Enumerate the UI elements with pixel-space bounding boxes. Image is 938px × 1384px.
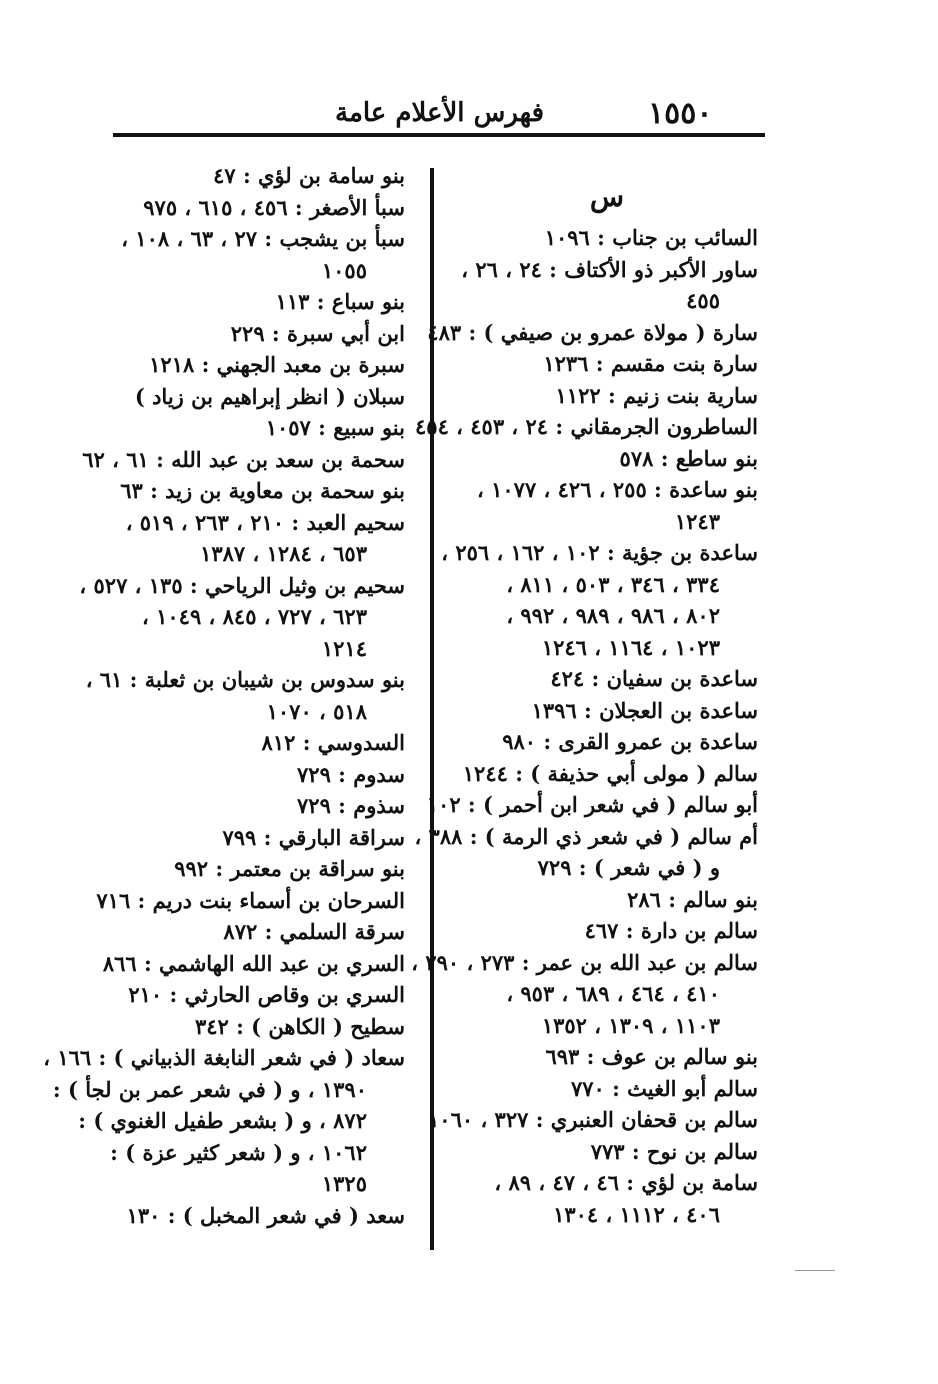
index-entry: السري بن وقاص الحارثي : ٢١٠: [128, 982, 405, 1007]
header-rule: [113, 133, 765, 137]
index-entry-continuation: ٥١٨ ، ١٠٧٠: [266, 698, 367, 724]
index-entry: سذوم : ٧٢٩: [297, 793, 405, 818]
index-entry: ساعدة بن العجلان : ١٣٩٦: [531, 697, 758, 723]
index-entry: ساعدة بن سفيان : ٤٢٤: [550, 666, 758, 691]
index-entry: سبلان ( انظر إبراهيم بن زياد ): [134, 383, 405, 409]
index-entry: سارة بنت مقسم : ١٢٣٦: [543, 351, 758, 376]
index-entry: سراقة البارقي : ٧٩٩: [222, 824, 405, 850]
right-entries-list: [411, 222, 758, 1230]
index-entry: سعد ( في شعر المخبل ) : ١٣٠: [126, 1202, 405, 1228]
index-entry: سالم أبو الغيث : ٧٧٠: [570, 1075, 758, 1101]
index-entry: أبو سالم ( في شعر ابن أحمر ) : ١٠٢: [426, 792, 758, 817]
index-entry: بنو سراقة بن معتمر : ٩٩٢: [174, 856, 405, 881]
index-entry: السدوسي : ٨١٢: [261, 730, 405, 755]
index-entry: بنو سدوس بن شيبان بن ثعلبة : ٦١ ،: [85, 667, 405, 692]
index-entry: سحيم بن وثيل الرياحي : ١٣٥ ، ٥٢٧ ،: [79, 572, 405, 598]
index-entry: سالم بن قحفان العنبري : ٣٢٧ ، ١٠٦٠: [428, 1107, 758, 1132]
index-entry: بنو سالم : ٢٨٦: [627, 886, 758, 912]
index-entry-continuation: ٦٢٣ ، ٧٢٧ ، ٨٤٥ ، ١٠٤٩ ،: [142, 604, 367, 629]
running-title: فهرس الأعلام عامة: [335, 98, 545, 128]
index-entry: سحمة بن سعد بن عبد الله : ٦١ ، ٦٢: [82, 446, 405, 472]
index-entry: بنو سباع : ١١٣: [275, 289, 405, 314]
index-entry-continuation: ١٣٩٠ ، و ( في شعر عمر بن لجأ ) :: [52, 1076, 367, 1102]
index-entry: سطيح ( الكاهن ) : ٣٤٢: [194, 1013, 405, 1039]
index-entry: السرحان بن أسماء بنت دريم : ٧١٦: [96, 887, 405, 913]
index-entry: الساطرون الجرمقاني : ٢٤ ، ٤٥٣ ، ٤٥٤: [415, 414, 758, 439]
index-entry: سدوم : ٧٢٩: [297, 761, 405, 787]
index-entry: سحيم العبد : ٢١٠ ، ٢٦٣ ، ٥١٩ ،: [125, 509, 405, 535]
index-entry: بنو سبيع : ١٠٥٧: [265, 415, 405, 440]
index-entry: بنو سامة بن لؤي : ٤٧: [213, 163, 405, 188]
page-number: ١٥٥٠: [648, 96, 713, 131]
index-entry-continuation: ١٠٥٥: [321, 257, 367, 283]
index-entry: سعاد ( في شعر النابغة الذبياني ) : ١٦٦ ،: [43, 1045, 405, 1070]
index-entry: سبرة بن معبد الجهني : ١٢١٨: [149, 352, 405, 377]
index-entry-continuation: ٣٣٤ ، ٣٤٦ ، ٥٠٣ ، ٨١١ ،: [506, 571, 720, 597]
index-entry: بنو سحمة بن معاوية بن زيد : ٦٣: [120, 478, 405, 503]
index-entry: ساعدة بن عمرو القرى : ٩٨٠: [502, 729, 758, 754]
index-entry-continuation: ٨٠٢ ، ٩٨٦ ، ٩٨٩ ، ٩٩٢ ،: [506, 603, 720, 628]
index-entry-continuation: ١٣٢٥: [321, 1171, 367, 1196]
index-entry-continuation: ١٠٢٣ ، ١١٦٤ ، ١٢٤٦: [541, 634, 720, 660]
index-entry-continuation: ٤٥٥: [686, 288, 720, 313]
letter-heading: س: [589, 180, 625, 213]
index-entry: السري بن عبد الله الهاشمي : ٨٦٦: [102, 950, 405, 976]
index-entry: بنو سالم بن عوف : ٦٩٣: [545, 1044, 758, 1069]
index-entry: سالم بن دارة : ٤٦٧: [584, 918, 758, 943]
index-column-right: [411, 172, 758, 1230]
index-entry: سالم بن عبد الله بن عمر : ٢٧٣ ، ٢٩٠ ،: [411, 949, 758, 975]
index-entry: السائب بن جناب : ١٠٩٦: [544, 225, 758, 250]
index-entry: أم سالم ( في شعر ذي الرمة ) : ٣٨٨ ،: [414, 823, 758, 849]
index-entry: سبأ بن يشجب : ٢٧ ، ٦٣ ، ١٠٨ ،: [121, 226, 405, 251]
index-entry: سامة بن لؤي : ٤٦ ، ٤٧ ، ٨٩ ،: [494, 1170, 758, 1195]
index-entry: ساور الأكبر ذو الأكتاف : ٢٤ ، ٢٦ ،: [461, 256, 758, 282]
index-entry: سالم بن نوح : ٧٧٣: [590, 1138, 758, 1164]
index-entry-continuation: ١٢١٤: [321, 635, 367, 661]
index-entry: سرقة السلمي : ٨٧٢: [223, 919, 405, 944]
index-entry-continuation: ١٢٤٣: [674, 508, 720, 534]
index-entry-continuation: ١١٠٣ ، ١٣٠٩ ، ١٣٥٢: [541, 1012, 720, 1038]
index-entry-continuation: ٤٠٦ ، ١١١٢ ، ١٣٠٤: [553, 1201, 720, 1227]
index-entry-continuation: ٤١٠ ، ٤٦٤ ، ٦٨٩ ، ٩٥٣ ،: [506, 981, 720, 1006]
index-entry-continuation: ٨٧٢ ، و ( بشعر طفيل الغنوي ) :: [78, 1108, 367, 1133]
index-entry: بنو ساعدة : ٢٥٥ ، ٤٢٦ ، ١٠٧٧ ،: [477, 477, 758, 502]
index-entry: سارية بنت زنيم : ١١٢٢: [555, 382, 758, 408]
left-entries-list: [43, 160, 405, 1231]
index-column-left: [43, 160, 405, 1231]
index-entry-continuation: ١٠٦٢ ، و ( شعر كثير عزة ) :: [110, 1139, 367, 1165]
index-entry: ساعدة بن جؤية : ١٠٢ ، ١٦٢ ، ٢٥٦ ،: [441, 540, 758, 565]
index-entry: سارة ( مولاة عمرو بن صيفي ) : ٤٨٣: [427, 319, 758, 345]
index-entry: بنو ساطع : ٥٧٨: [619, 445, 758, 471]
index-entry: سبأ الأصغر : ٤٥٦ ، ٦١٥ ، ٩٧٥: [143, 194, 405, 220]
index-entry: سالم ( مولى أبي حذيفة ) : ١٢٤٤: [462, 760, 758, 786]
index-entry-continuation: ٦٥٣ ، ١٢٨٤ ، ١٣٨٧: [200, 541, 367, 566]
index-entry-continuation: و ( في شعر ) : ٧٢٩: [537, 855, 720, 880]
footer-mark: [795, 1270, 835, 1271]
index-entry: ابن أبي سبرة : ٢٢٩: [230, 320, 405, 346]
